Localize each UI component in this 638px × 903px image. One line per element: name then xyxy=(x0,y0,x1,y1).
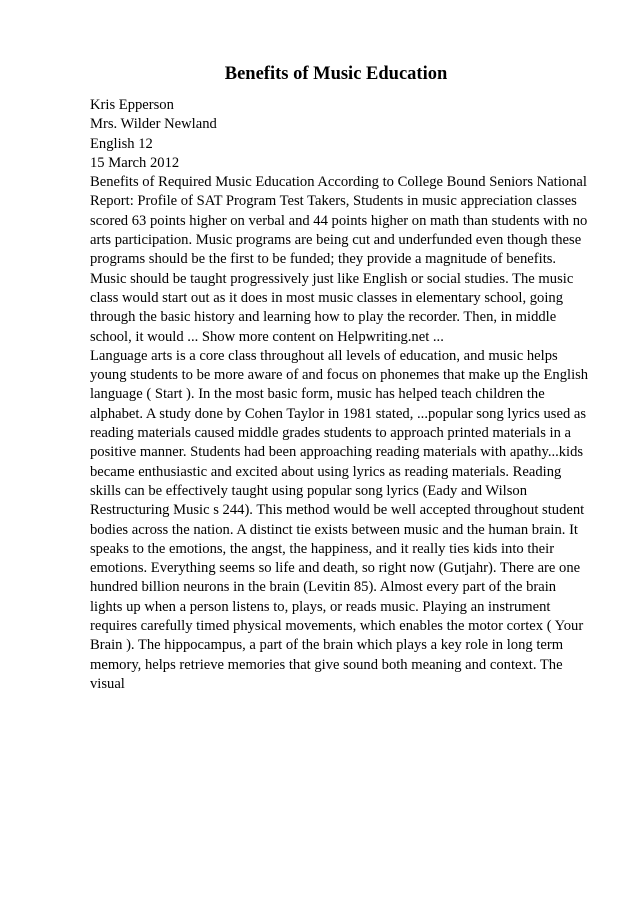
course-name: English 12 xyxy=(90,135,153,152)
body-line: lights up when a person listens to, plays, or reads music. Playing an instrument xyxy=(90,598,551,615)
author-name: Kris Epperson xyxy=(90,97,174,113)
document-date: 15 March 2012 xyxy=(90,154,180,171)
body-line: visual xyxy=(90,675,125,692)
body-line: bodies across the nation. A distinct tie exists between music and the human brain. It xyxy=(90,521,578,538)
body-line: class would start out as it does in most music classes in elementary school, going xyxy=(90,289,564,306)
body-line: skills can be effectively taught using popular song lyrics (Eady and Wilson xyxy=(90,482,527,499)
body-line: young students to be more aware of and focus on phonemes that make up the English xyxy=(90,367,589,384)
body-line: positive manner. Students had been approaching reading materials with apathy...kids xyxy=(90,444,584,461)
body-line: alphabet. A study done by Cohen Taylor in 1981 stated, ...popular song lyrics used as xyxy=(90,405,587,422)
body-line: language ( Start ). In the most basic form, music has helped teach children the xyxy=(90,386,545,403)
body-line: Brain ). The hippocampus, a part of the brain which plays a key role in long term xyxy=(90,637,564,654)
body-line: emotions. Everything seems so life and death, so right now (Gutjahr). There are one xyxy=(90,560,581,577)
body-line: speaks to the emotions, the angst, the happiness, and it really ties kids into their xyxy=(90,540,555,557)
body-line: arts participation. Music programs are being cut and underfunded even though these xyxy=(90,232,582,249)
body-line: reading materials caused middle grades students to approach printed materials in a xyxy=(90,425,572,442)
body-line: programs should be the first to be funded; they provide a magnitude of benefits. xyxy=(90,251,557,268)
body-line: became enthusiastic and excited about using lyrics as reading materials. Reading xyxy=(90,463,562,480)
document-title: Benefits of Music Education xyxy=(224,64,448,84)
body-line: memory, helps retrieve memories that give sound both meaning and context. The xyxy=(90,656,563,673)
body-line: Benefits of Required Music Education According to College Bound Seniors National xyxy=(90,174,587,191)
heading-info xyxy=(90,96,590,173)
body-line: Report: Profile of SAT Program Test Takers, Students in music appreciation classes xyxy=(90,193,577,210)
body-line: Language arts is a core class throughout all levels of education, and music helps xyxy=(90,347,558,364)
essay-body xyxy=(90,173,590,694)
body-line: requires carefully timed physical movements, which enables the motor cortex ( Your xyxy=(90,618,584,635)
body-line: scored 63 points higher on verbal and 44 points higher on math than students with no xyxy=(90,212,588,229)
body-line: school, it would ... Show more content on Helpwriting.net ... xyxy=(90,328,444,345)
body-line: through the basic history and learning how to play the recorder. Then, in middle xyxy=(90,309,557,326)
body-line: Music should be taught progressively just like English or social studies. The music xyxy=(90,270,574,287)
body-line: hundred billion neurons in the brain (Levitin 85). Almost every part of the brain xyxy=(90,579,557,596)
teacher-name: Mrs. Wilder Newland xyxy=(90,116,217,133)
body-line: Restructuring Music s 244). This method would be well accepted throughout student xyxy=(90,502,585,519)
